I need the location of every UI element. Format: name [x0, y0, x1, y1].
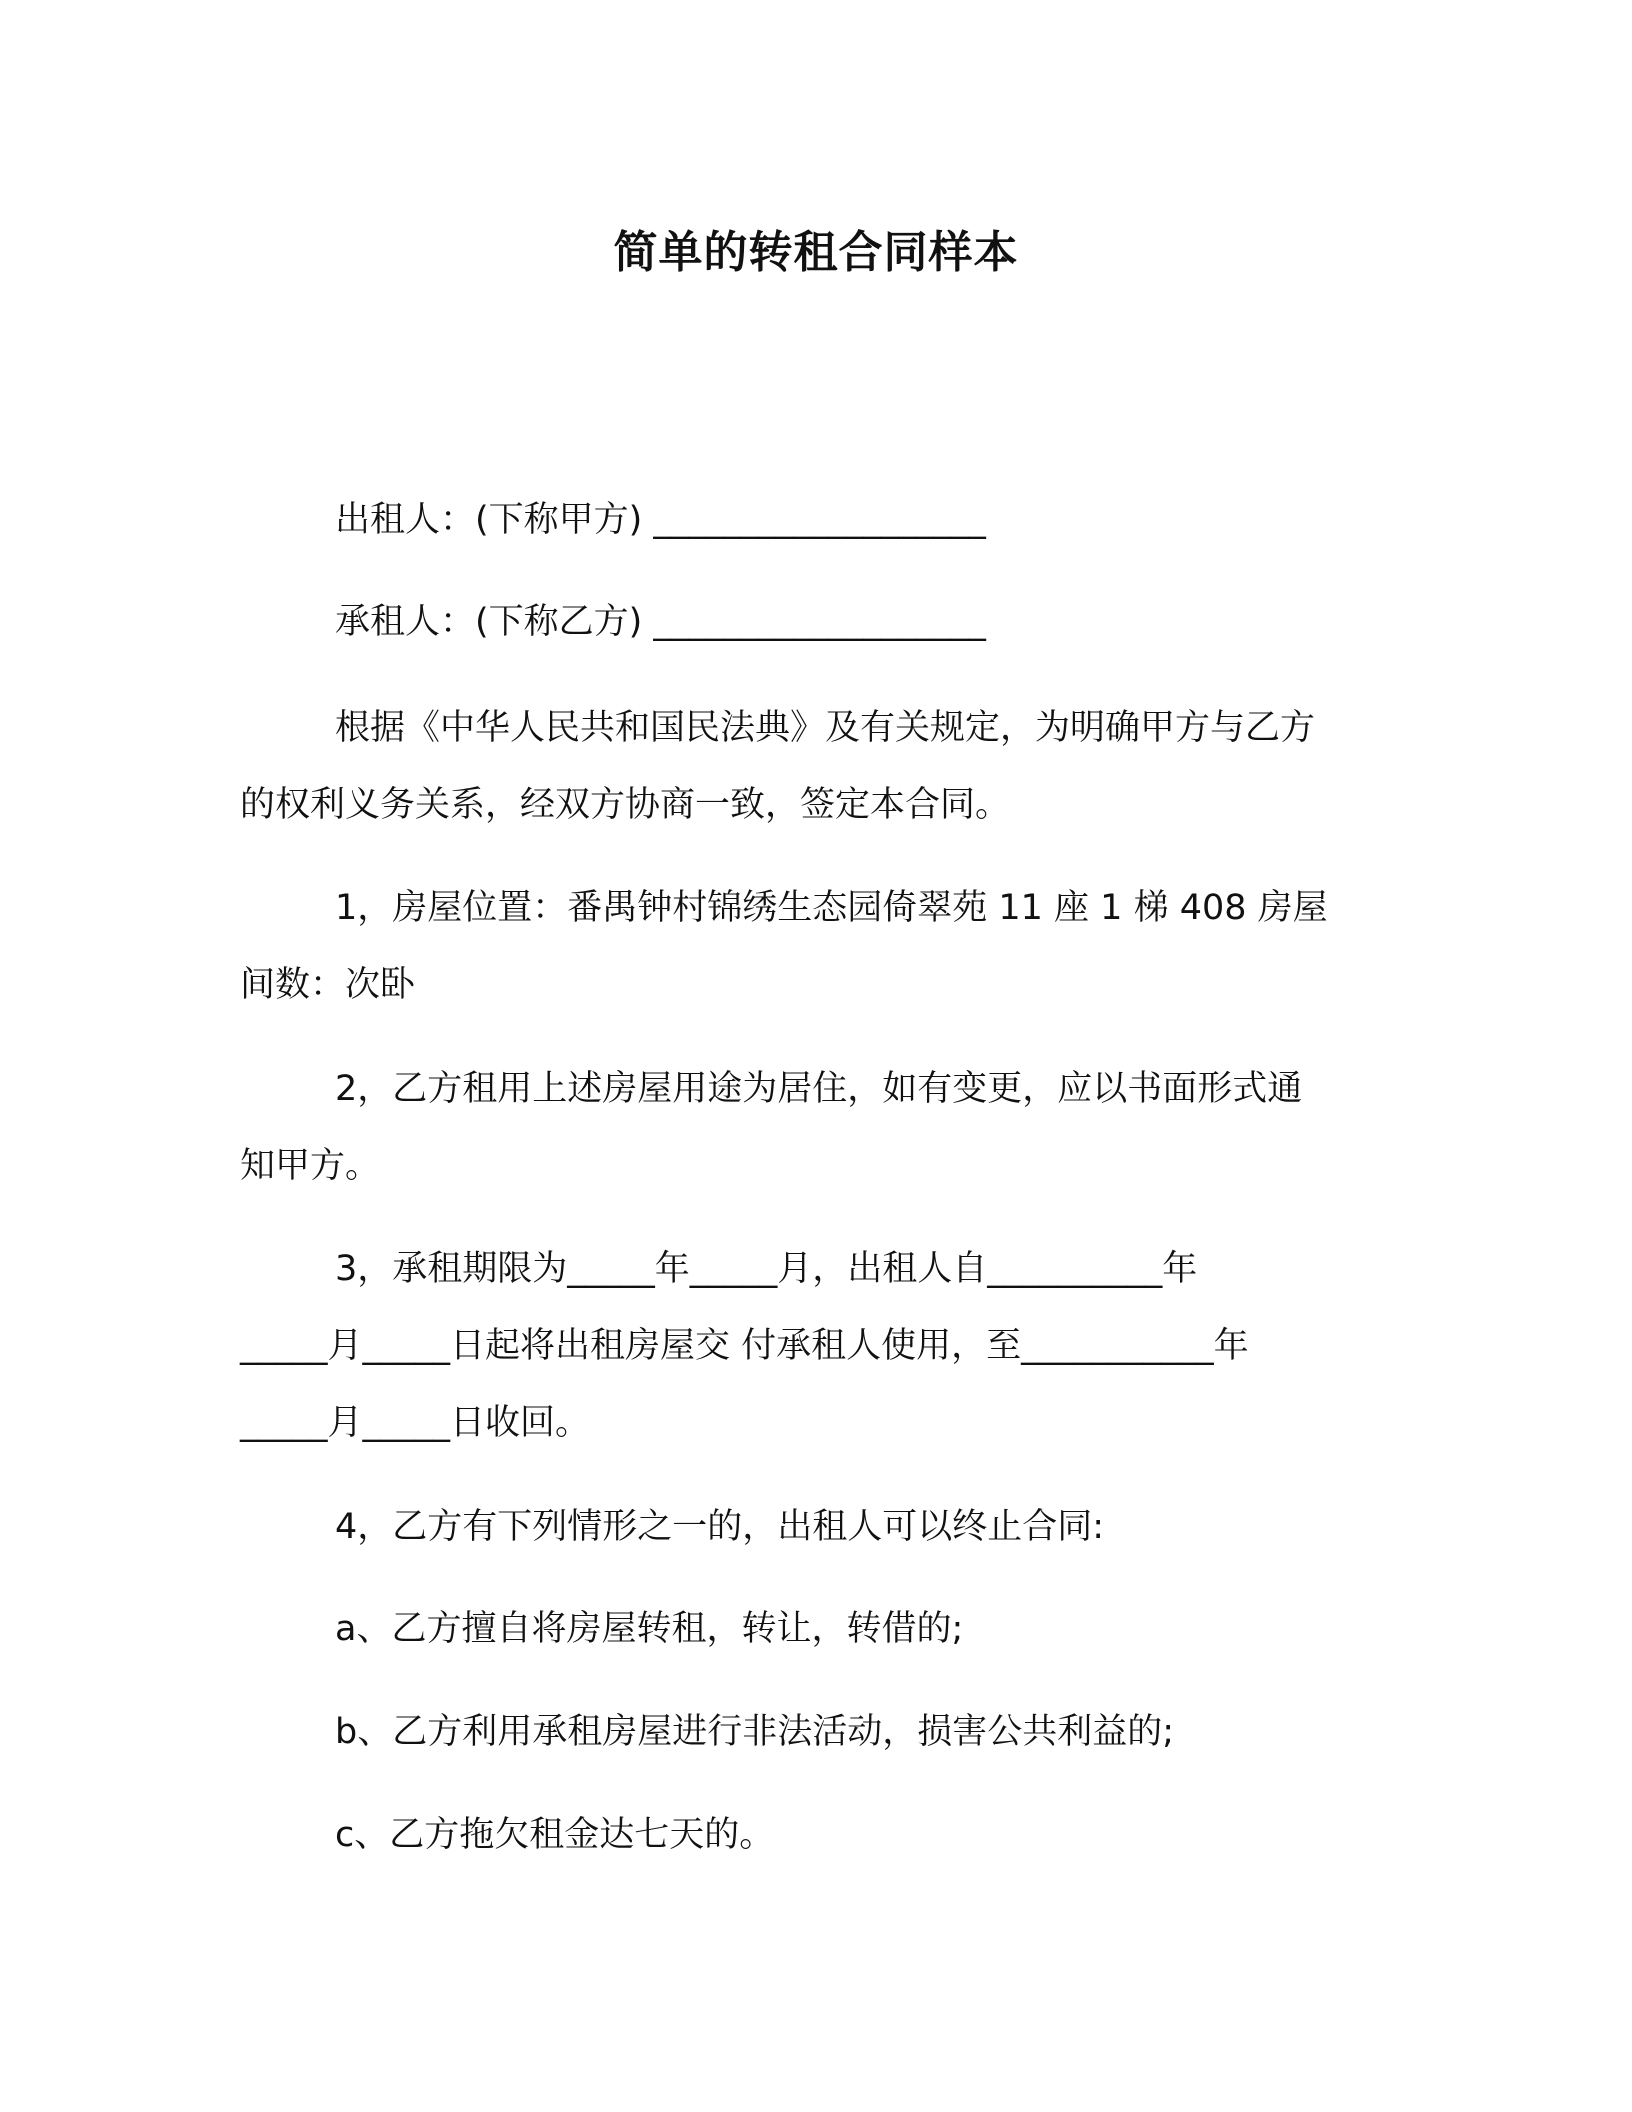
clause-4-item-b: b、乙方利用承租房屋进行非法活动，损害公共利益的; — [335, 1712, 1175, 1752]
lessor-line: 出租人：(下称甲方) ___________________ — [335, 500, 986, 540]
intro-line-1: 根据《中华人民共和国民法典》及有关规定，为明确甲方与乙方 — [335, 708, 1316, 748]
clause-2-line-2: 知甲方。 — [240, 1146, 381, 1186]
clause-3-line-1: 3，承租期限为_____年_____月，出租人自__________年 — [335, 1249, 1198, 1289]
clause-1-line-2: 间数：次卧 — [240, 965, 416, 1005]
clause-3-line-2: _____月_____日起将出租房屋交 付承租人使用，至___________年 — [240, 1326, 1249, 1366]
document-title: 简单的转租合同样本 — [613, 227, 1019, 278]
clause-4-item-c: c、乙方拖欠租金达七天的。 — [335, 1815, 775, 1855]
clause-2-line-1: 2，乙方租用上述房屋用途为居住，如有变更，应以书面形式通 — [335, 1069, 1303, 1109]
lessee-line: 承租人：(下称乙方) ___________________ — [335, 602, 986, 642]
clause-1-line-1: 1，房屋位置：番禺钟村锦绣生态园倚翠苑 11 座 1 梯 408 房屋 — [335, 888, 1328, 928]
clause-4-intro: 4，乙方有下列情形之一的，出租人可以终止合同: — [335, 1507, 1105, 1547]
intro-line-2: 的权利义务关系，经双方协商一致，签定本合同。 — [240, 785, 1011, 825]
clause-3-line-3: _____月_____日收回。 — [240, 1403, 591, 1443]
clause-4-item-a: a、乙方擅自将房屋转租，转让，转借的; — [335, 1609, 964, 1649]
